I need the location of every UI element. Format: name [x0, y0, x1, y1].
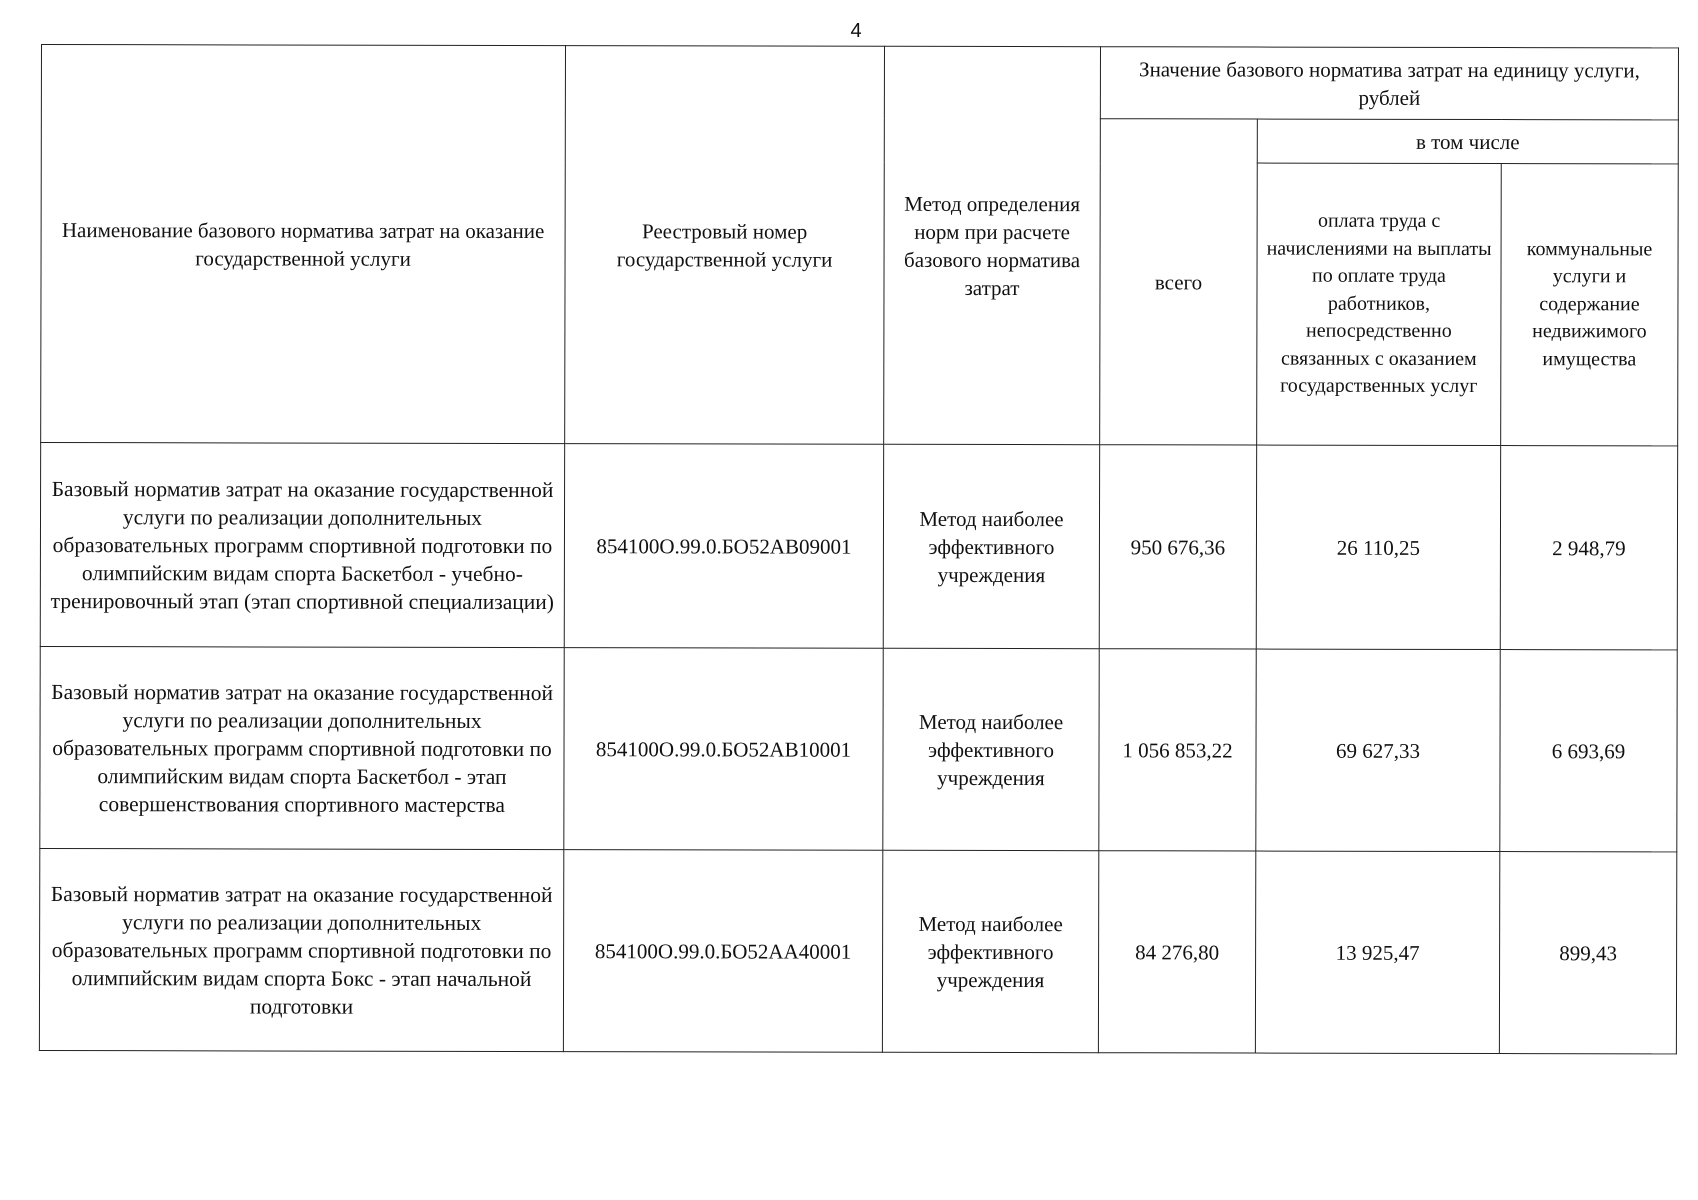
cell-total: 84 276,80	[1098, 851, 1255, 1053]
header-registry-number: Реестровый номер государственной услуги	[565, 46, 885, 445]
header-total: всего	[1100, 119, 1258, 445]
header-labor: оплата труда с начислениями на выплаты по оплате труда работников, непосредственно связанных с оказанием государственных услуг	[1257, 163, 1502, 446]
header-including: в том числе	[1257, 119, 1678, 164]
cell-name: Базовый норматив затрат на оказание государственной услуги по реализации дополнительных образовательных программ спортивной подготовки по олимпийским видам спорта Баскетбол - учебно-тренировочный этап (этап спортивной специализации)	[40, 443, 564, 648]
page-number: 4	[850, 20, 862, 42]
cell-method: Метод наиболее эффективного учреждения	[882, 850, 1098, 1052]
cell-method: Метод наиболее эффективного учреждения	[883, 444, 1099, 648]
cell-labor: 26 110,25	[1256, 445, 1500, 650]
cell-labor: 69 627,33	[1256, 649, 1500, 852]
header-utilities: коммунальные услуги и содержание недвижимого имущества	[1501, 164, 1679, 446]
cell-registry-number: 854100О.99.0.БО52АВ09001	[564, 444, 883, 649]
cell-method: Метод наиболее эффективного учреждения	[883, 648, 1099, 850]
header-value-group: Значение базового норматива затрат на единицу услуги, рублей	[1100, 47, 1678, 120]
cell-registry-number: 854100О.99.0.БО52АА40001	[563, 850, 882, 1053]
table-row	[40, 443, 1677, 650]
table-row	[39, 848, 1676, 1053]
cell-utilities: 6 693,69	[1500, 650, 1677, 852]
cell-name: Базовый норматив затрат на оказание государственной услуги по реализации дополнительных образовательных программ спортивной подготовки по олимпийским видам спорта Баскетбол - этап совершенствования спортивного мастерства	[40, 646, 564, 849]
header-name: Наименование базового норматива затрат на оказание государственной услуги	[41, 45, 566, 444]
table-row	[40, 646, 1677, 851]
cell-labor: 13 925,47	[1255, 851, 1499, 1054]
cell-registry-number: 854100О.99.0.БО52АВ10001	[564, 648, 883, 851]
cell-name: Базовый норматив затрат на оказание государственной услуги по реализации дополнительных образовательных программ спортивной подготовки по олимпийским видам спорта Бокс - этап начальной подготовки	[39, 848, 563, 1051]
cell-utilities: 899,43	[1499, 852, 1676, 1054]
table-body	[39, 443, 1677, 1054]
cost-norms-table	[39, 44, 1679, 1054]
table-header	[41, 45, 1679, 446]
cell-utilities: 2 948,79	[1500, 446, 1677, 650]
header-method: Метод определения норм при расчете базового норматива затрат	[884, 46, 1101, 444]
cell-total: 1 056 853,22	[1099, 649, 1256, 851]
cell-total: 950 676,36	[1099, 445, 1256, 649]
